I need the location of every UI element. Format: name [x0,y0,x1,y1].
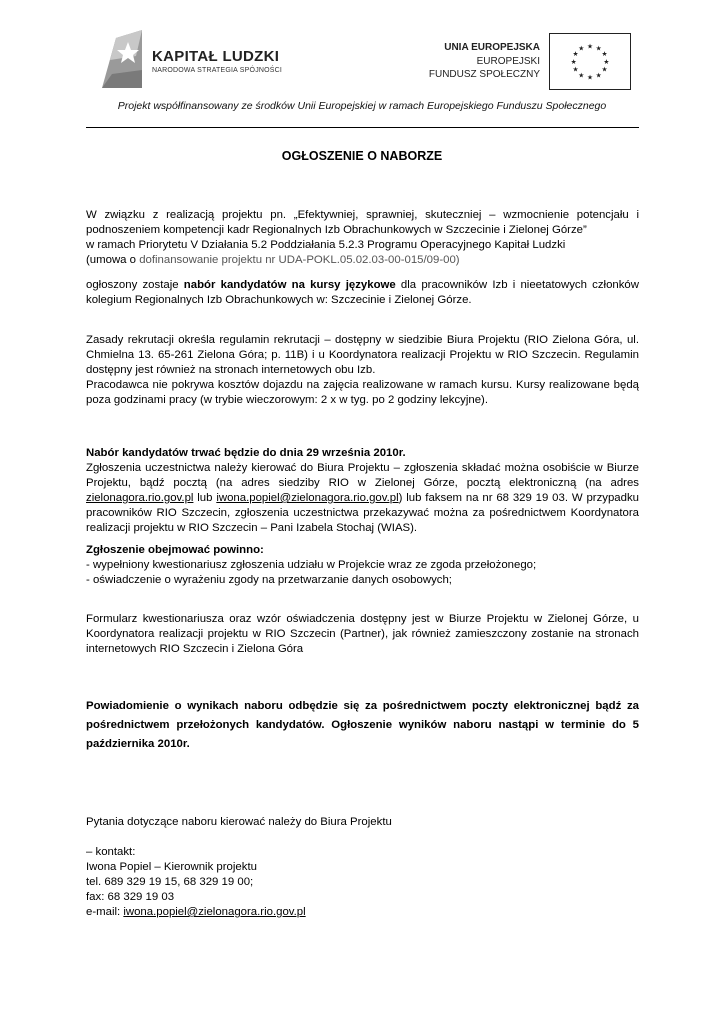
ue-fund-line1: EUROPEJSKI [476,56,540,67]
eu-flag-icon [549,33,631,90]
svg-text:★: ★ [595,71,602,80]
forms-paragraph: Formularz kwestionariusza oraz wzór oświadczenia dostępny jest w Biurze Projektu w Zielonej Górze, u Koordynatora realizacji projektu w RIO Szczecin (Partner), jak również zamieszczony zostanie na stronach internetowych RIO Szczecin i Zielona Góra [86,613,639,655]
contact-fax: fax: 68 329 19 03 [86,891,175,903]
results-paragraph: Powiadomienie o wynikach naboru odbędzie się za pośrednictwem poczty elektronicznej bądź za pośrednictwem przełożonych kandydatów. Ogłoszenie wyników naboru nastąpi w terminie do 5 października 2010r. [86,700,639,750]
kapital-ludzki-subtitle: NARODOWA STRATEGIA SPÓJNOŚCI [152,67,283,74]
announcement-paragraph [86,278,639,308]
svg-text:★: ★ [601,50,608,59]
svg-text:★: ★ [572,50,579,59]
contact-email-prefix: e-mail: [86,906,124,918]
svg-text:★: ★ [595,44,602,53]
contact-email-link[interactable]: iwona.popiel@zielonagora.rio.gov.pl [123,906,306,918]
requirements-heading: Zgłoszenie obejmować powinno: [86,544,264,556]
contact-label: – kontakt: [86,846,136,858]
deadline-paragraph [86,446,639,536]
deadline-text1: Zgłoszenia uczestnictwa należy kierować do Biura Projektu – zgłoszenia składać można osobiście w Biurze Projektu, bądź pocztą (na adres siedziby RIO w Zielonej Górze, pocztą elektroniczną (na adres [86,462,639,489]
website-link[interactable]: zielonagora.rio.gov.pl [86,492,194,504]
rules-text: Zasady rekrutacji określa regulamin rekrutacji – dostępny w siedzibie Biura Projektu (RIO Zielona Góra, ul. Chmielna 13. 65-261 Zielona Góra; p. 11B) i u Koordynatora realizacji Projektu w RIO Szczecin. Regulamin dostępny jest również na stronach internetowych obu Izb. [86,334,639,376]
contact-block [86,845,639,920]
svg-text:★: ★ [603,57,610,66]
contact-phone: tel. 689 329 19 15, 68 329 19 00; [86,876,254,888]
cofinancing-note: Projekt współfinansowany ze środków Unii Europejskiej w ramach Europejskiego Funduszu Społecznego [117,100,607,112]
svg-text:★: ★ [578,44,585,53]
contract-number: dofinansowanie projektu nr UDA-POKL.05.02.03-00-015/09-00) [139,254,460,266]
intro-text: W związku z realizacją projektu pn. „Efektywniej, sprawniej, skuteczniej – wzmocnienie potencjału i podnoszeniem kompetencji kadr Regionalnych Izb Obrachunkowych w Szczecinie i Zielonej Górze” [86,209,639,236]
announcement-part2: dla pracowników Izb i nieetatowych członków kolegium Regionalnych Izb Obrachunkowych w: Szczecinie i Zielonej Górze. [86,279,639,306]
contract-prefix: (umowa o [86,254,140,266]
kapital-ludzki-title: KAPITAŁ LUDZKI [152,48,280,65]
svg-text:★: ★ [586,42,594,51]
header-divider [86,127,639,128]
intro-priority: w ramach Priorytetu V Działania 5.2 Poddziałania 5.2.3 Programu Operacyjnego Kapitał Ludzki [86,239,566,251]
costs-text: Pracodawca nie pokrywa kosztów dojazdu na zajęcia realizowane w ramach kursu. Kursy realizowane będą poza godzinami pracy (w trybie wieczorowym: 2 x w tyg. po 2 godziny lekcyjne). [86,379,639,406]
svg-text:★: ★ [570,57,577,66]
email-link[interactable]: iwona.popiel@zielonagora.rio.gov.pl [216,492,399,504]
rules-paragraph [86,333,639,408]
deadline-text2: lub [193,492,217,504]
requirements-item-2: - oświadczenie o wyrażeniu zgody na przetwarzanie danych osobowych; [86,574,452,586]
contact-name: Iwona Popiel – Kierownik projektu [86,861,257,873]
ue-title: UNIA EUROPEJSKA [444,42,540,53]
announcement-part1: ogłoszony zostaje [86,279,184,291]
svg-text:★: ★ [601,65,608,74]
deadline-bold: Nabór kandydatów trwać będzie do dnia 29 września 2010r. [86,447,406,459]
page-title: OGŁOSZENIE O NABORZE [281,149,443,163]
announcement-bold: nabór kandydatów na kursy językowe [183,279,396,291]
svg-text:★: ★ [578,71,585,80]
ue-fund-line2: FUNDUSZ SPOŁECZNY [428,69,540,80]
questions-text: Pytania dotyczące naboru kierować należy do Biura Projektu [86,816,392,828]
requirements-paragraph [86,543,639,588]
svg-text:★: ★ [572,65,579,74]
deadline-text3: ) lub faksem na nr 68 329 19 03. W przypadku pracowników RIO Szczecin, zgłoszenia uczestnictwa przekazywać można za pośrednictwem Koordynatora realizacji projektu w RIO Szczecin – Pani Izabela Stochaj (WIAS). [86,492,639,534]
intro-paragraph [86,208,639,268]
svg-text:★: ★ [586,73,594,82]
requirements-item-1: - wypełniony kwestionariusz zgłoszenia udziału w Projekcie wraz ze zgoda przełożonego; [86,559,537,571]
